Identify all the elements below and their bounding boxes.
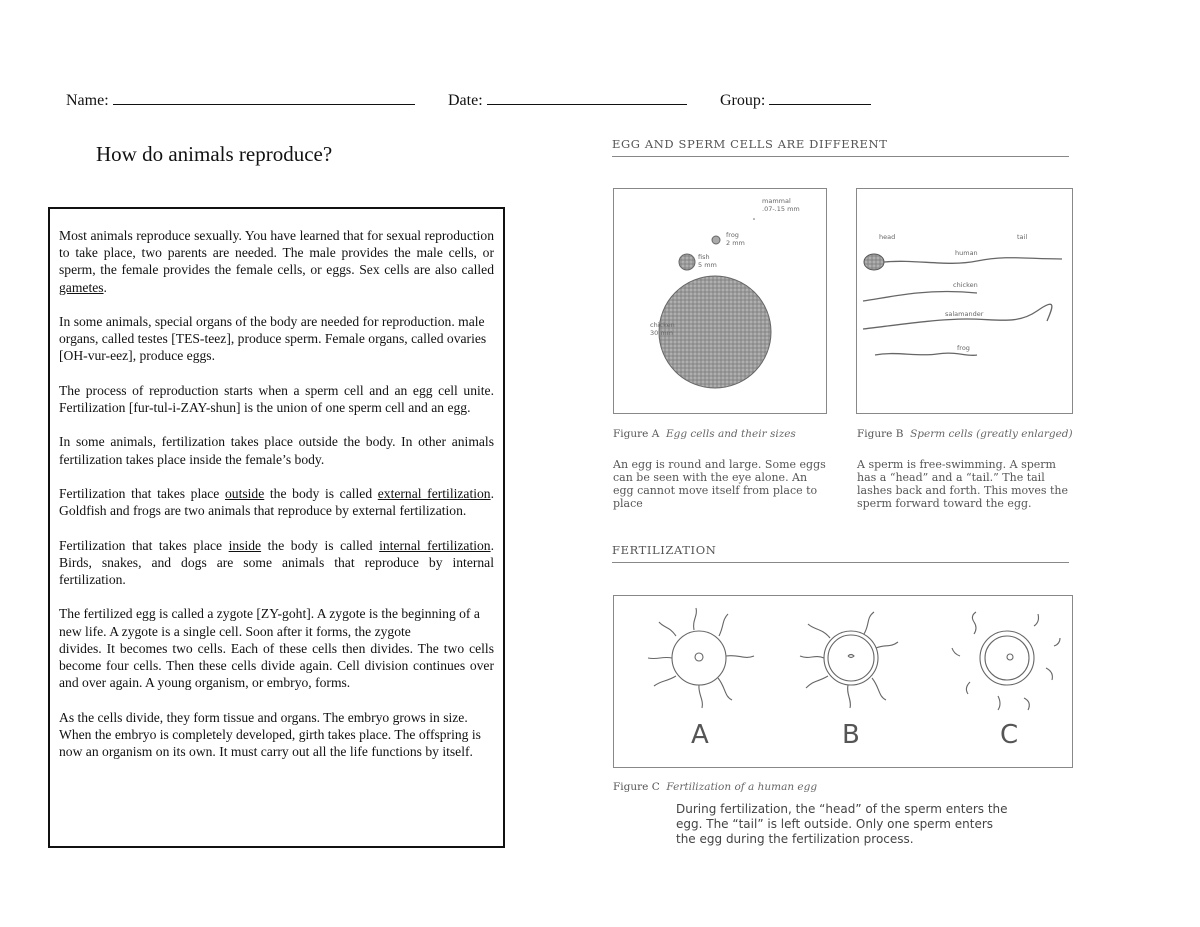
- mammal-label: mammal .07-.15 mm: [762, 197, 800, 213]
- paragraph-7: The fertilized egg is called a zygote [ZY-goht]. A zygote is the beginning of a new life. A zygote is a single cell. Soon after it forms, the zygote divides. It becomes two cells. Each of these cells then divides. The two cells become four cells. Then these cells divide again. Cell division continues over and over again. A young organism, or embryo, forms.: [59, 606, 494, 691]
- paragraph-8: As the cells divide, they form tissue and organs. The embryo grows in size. When the embryo is completely developed, girth takes place. The offspring is now an organism on its own. It must carry out all the life functions by itself.: [59, 709, 481, 759]
- egg-a: [672, 631, 726, 685]
- figure-b-description: A sperm is free-swimming. A sperm has a “head” and a “tail.” The tail lashes back and forth. This moves the sperm forward toward the egg.: [857, 458, 1069, 510]
- date-blank[interactable]: [487, 90, 687, 105]
- salamander-label: salamander: [945, 310, 984, 318]
- term-internal-fertilization: internal fertilization: [379, 537, 491, 553]
- sperm-cells-illustration: [857, 189, 1072, 413]
- frog-sperm: [875, 353, 977, 355]
- paragraph-6: Fertilization that takes place inside the body is called internal fertilization. Birds, snakes, and dogs are some animals that reproduce by internal fertilization.: [59, 537, 495, 587]
- section-heading-fertilization: FERTILIZATION: [612, 543, 717, 557]
- paragraph-3: The process of reproduction starts when a sperm cell and an egg cell unite. Fertilization [fur-tul-i-ZAY-shun] is the union of one sperm cell and an egg.: [59, 382, 494, 415]
- date-label: Date:: [448, 92, 483, 109]
- section-heading-egg-sperm: EGG AND SPERM CELLS ARE DIFFERENT: [612, 137, 888, 151]
- section-rule-2: [612, 562, 1069, 563]
- reading-passage: [48, 207, 505, 848]
- human-sperm-tail: [884, 258, 1062, 264]
- fish-label: fish 5 mm: [698, 253, 717, 269]
- chicken-egg: [659, 276, 771, 388]
- figure-a-description: An egg is round and large. Some eggs can be seen with the eye alone. An egg cannot move itself from place to place: [613, 458, 826, 510]
- label-a: A: [691, 720, 709, 750]
- paragraph-5: Fertilization that takes place outside the body is called external fertilization. Goldfish and frogs are two animals that reproduce by external fertilization.: [59, 485, 494, 519]
- figure-c-caption: Figure C Fertilization of a human egg: [613, 781, 818, 793]
- label-b: B: [842, 720, 860, 750]
- name-field[interactable]: [66, 90, 415, 110]
- group-blank[interactable]: [769, 90, 871, 105]
- tail-label: tail: [1017, 233, 1028, 241]
- fish-egg: [679, 254, 695, 270]
- term-gametes: gametes: [59, 279, 104, 295]
- chicken-label: chicken 30 mm: [650, 321, 675, 337]
- term-external-fertilization: external fertilization: [377, 485, 491, 501]
- figure-b-caption: Figure B Sperm cells (greatly enlarged): [857, 428, 1073, 440]
- date-field[interactable]: [448, 90, 687, 110]
- name-label: Name:: [66, 92, 109, 109]
- chicken-sperm: [863, 292, 977, 302]
- group-field[interactable]: [720, 90, 871, 110]
- mammal-egg: [753, 218, 755, 220]
- group-label: Group:: [720, 92, 766, 109]
- paragraph-2: In some animals, special organs of the body are needed for reproduction. male organs, called testes [TES-teez], produce sperm. Female organs, called ovaries [OH-vur-eez], produce eggs.: [59, 314, 487, 364]
- figure-b-sperm-cells: [856, 188, 1073, 414]
- section-rule: [612, 156, 1069, 157]
- figure-c-fertilization: [613, 595, 1073, 768]
- human-sperm-head: [864, 254, 884, 270]
- paragraph-4: In some animals, fertilization takes place outside the body. In other animals fertilization takes place inside the female’s body.: [59, 434, 494, 467]
- page-title: How do animals reproduce?: [96, 142, 333, 166]
- chicken-sperm-label: chicken: [953, 281, 978, 289]
- paragraph-1: Most animals reproduce sexually. You have learned that for sexual reproduction to take place, two parents are needed. The male provides the male cells, or sperm, the female provides the female cells, or eggs. Sex cells are also called gametes.: [59, 228, 494, 295]
- frog-label: frog 2 mm: [726, 231, 745, 247]
- figure-a-caption: Figure A Egg cells and their sizes: [613, 428, 796, 440]
- label-c: C: [1000, 720, 1019, 750]
- human-label: human: [955, 249, 978, 257]
- figure-a-egg-sizes: [613, 188, 827, 414]
- name-blank[interactable]: [113, 90, 415, 105]
- egg-sizes-illustration: [614, 189, 826, 413]
- frog-sperm-label: frog: [957, 344, 970, 352]
- figure-c-description: During fertilization, the “head” of the sperm enters the egg. The “tail” is left outside. Only one sperm enters the egg during the fertilization process.: [676, 802, 1008, 846]
- frog-egg: [712, 236, 720, 244]
- head-label: head: [879, 233, 896, 241]
